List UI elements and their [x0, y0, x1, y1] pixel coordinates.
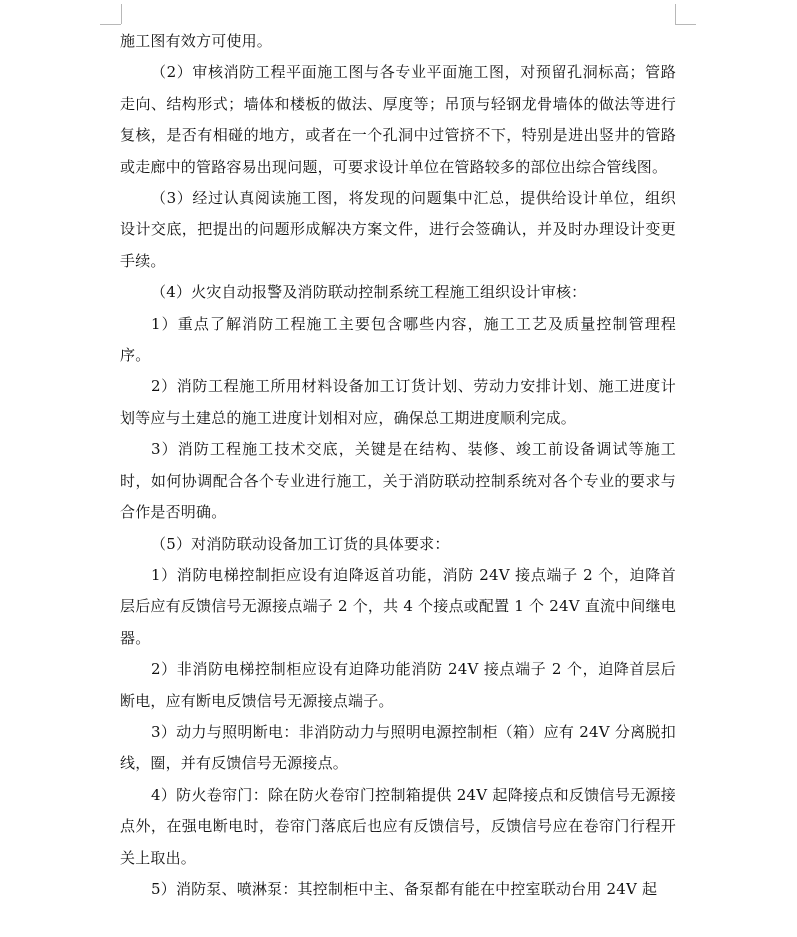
crop-mark-top-right-horizontal: [675, 24, 696, 25]
list-item-fire-elevator: 1）消防电梯控制拒应设有迫降返首功能，消防 24V 接点端子 2 个，迫降首层后应有反馈信号无源接点端子 2 个，共 4 个接点或配置 1 个 24V 直流中间继电器。: [120, 565, 676, 647]
paragraph-construction-design-review: （4）火灾自动报警及消防联动控制系统工程施工组织设计审核：: [151, 283, 587, 302]
paragraph-continuation: 施工图有效方可使用。: [120, 32, 273, 50]
list-item-power-lighting: 3）动力与照明断电：非消防动力与照明电源控制柜（箱）应有 24V 分离脱扣线，圈，并有反馈信号无源接点。: [120, 722, 676, 773]
list-item-fire-pump: 5）消防泵、喷淋泵：其控制柜中主、备泵都有能在中控室联动台用 24V 起: [151, 879, 658, 898]
list-item-fire-shutter: 4）防火卷帘门：除在防火卷帘门控制箱提供 24V 起降接点和反馈信号无源接点外，在强电断电时，卷帘门落底后也应有反馈信号，反馈信号应在卷帘门行程开关上取出。: [120, 785, 676, 867]
paragraph-review-plans: （2）审核消防工程平面施工图与各专业平面施工图，对预留孔洞标高；管路走向、结构形式；墙体和楼板的做法、厚度等；吊顶与轻钢龙骨墙体的做法等进行复核，是否有相碰的地方，或者在一个孔洞中过管挤不下，特别是进出竖井的管路或走廊中的管路容易出现问题，可要求设计单位在管路较多的部位出综合管线图。: [120, 63, 676, 176]
paragraph-equipment-requirements: （5）对消防联动设备加工订货的具体要求：: [151, 534, 450, 553]
crop-mark-top-left-horizontal: [100, 24, 121, 25]
crop-mark-top-left-vertical: [121, 4, 122, 24]
crop-mark-top-right-vertical: [675, 4, 676, 24]
list-item-review-2: 2）消防工程施工所用材料设备加工订货计划、劳动力安排计划、施工进度计划等应与土建总的施工进度计划相对应，确保总工期进度顺利完成。: [120, 377, 676, 427]
document-body: [120, 26, 676, 905]
list-item-review-3: 3）消防工程施工技术交底，关键是在结构、装修、竣工前设备调试等施工时，如何协调配合各个专业进行施工，关于消防联动控制系统对各个专业的要求与合作是否明确。: [120, 440, 676, 522]
paragraph-design-briefing: （3）经过认真阅读施工图，将发现的问题集中汇总，提供给设计单位，组织设计交底，把提出的问题形成解决方案文件，进行会签确认，并及时办理设计变更手续。: [120, 189, 676, 270]
list-item-non-fire-elevator: 2）非消防电梯控制柜应设有迫降功能消防 24V 接点端子 2 个，迫降首层后断电，应有断电反馈信号无源接点端子。: [120, 660, 676, 710]
list-item-review-1: 1）重点了解消防工程施工主要包含哪些内容，施工工艺及质量控制管理程序。: [120, 314, 676, 365]
